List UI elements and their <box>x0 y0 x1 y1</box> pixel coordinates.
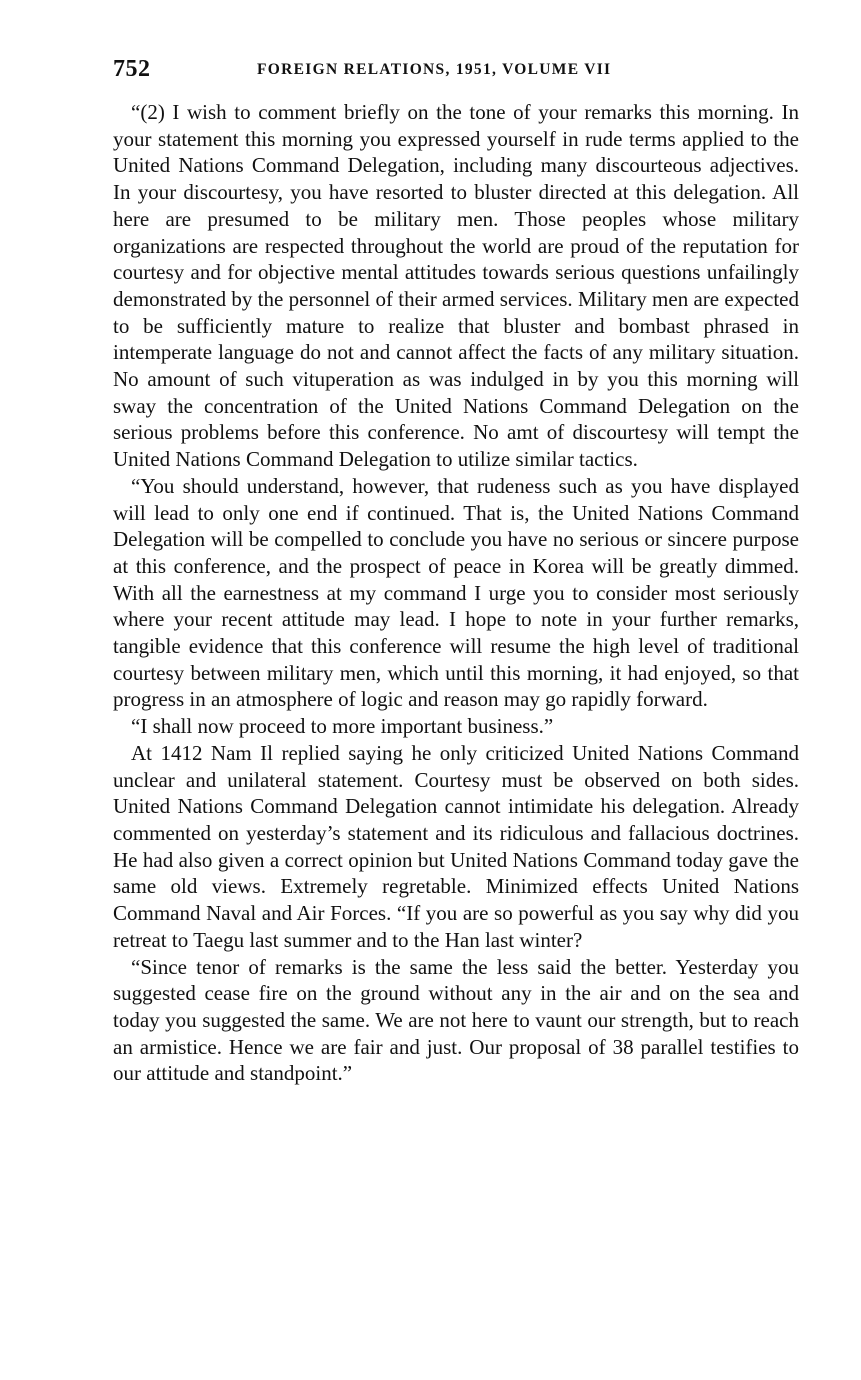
body-text <box>113 99 799 1087</box>
running-head: FOREIGN RELATIONS, 1951, VOLUME VII <box>257 61 612 78</box>
page-header <box>113 56 803 86</box>
page-number: 752 <box>113 56 151 82</box>
paragraph-tenor-of-remarks: “Since tenor of remarks is the same the less said the better. Yesterday you suggested cease fire on the ground without any in the air and on the sea and today you suggested the same. We are not here to vaunt our strength, but to reach an armistice. Hence we are fair and just. Our proposal of 38 parallel testifies to our attitude and standpoint.” <box>113 954 799 1086</box>
paragraph-rudeness-warning: “You should understand, however, that rudeness such as you have displayed will lead to only one end if continued. That is, the United Nations Command Delegation will be compelled to conclude you have no serious or sincere purpose at this conference, and the prospect of peace in Korea will be greatly dimmed. With all the earnestness at my command I urge you to consider most seriously where your recent attitude may lead. I hope to note in your further remarks, tangible evidence that this conference will resume the high level of traditional courtesy between military men, which until this morning, it had enjoyed, so that progress in an atmosphere of logic and reason may go rapidly forward. <box>113 473 799 712</box>
paragraph-nam-il-reply: At 1412 Nam Il replied saying he only criticized United Nations Command unclear and unilateral statement. Courtesy must be observed on both sides. United Nations Command Delegation cannot intimidate his delegation. Already commented on yesterday’s statement and its ridiculous and fallacious doctrines. He had also given a correct opinion but United Nations Command today gave the same old views. Extremely regretable. Minimized effects United Nations Command Naval and Air Forces. “If you are so powerful as you say why did you retreat to Taegu last summer and to the Han last winter? <box>113 740 799 952</box>
paragraph-proceed-business: “I shall now proceed to more important business.” <box>131 714 554 739</box>
paragraph-comment-on-tone: “(2) I wish to comment briefly on the tone of your remarks this morning. In your statement this morning you expressed yourself in rude terms applied to the United Nations Command Delegation, including many discourteous adjectives. In your discourtesy, you have resorted to bluster directed at this delegation. All here are presumed to be military men. Those peoples whose military organizations are respected throughout the world are proud of the reputation for courtesy and for objective mental attitudes towards serious questions unfailingly demonstrated by the personnel of their armed services. Military men are expected to be sufficiently mature to realize that bluster and bombast phrased in intemperate language do not and cannot affect the facts of any military situation. No amount of such vituperation as was indulged in by you this morning will sway the concentration of the United Nations Command Delegation on the serious problems before this conference. No amt of discourtesy will tempt the United Nations Command Delegation to utilize similar tactics. <box>113 100 799 472</box>
